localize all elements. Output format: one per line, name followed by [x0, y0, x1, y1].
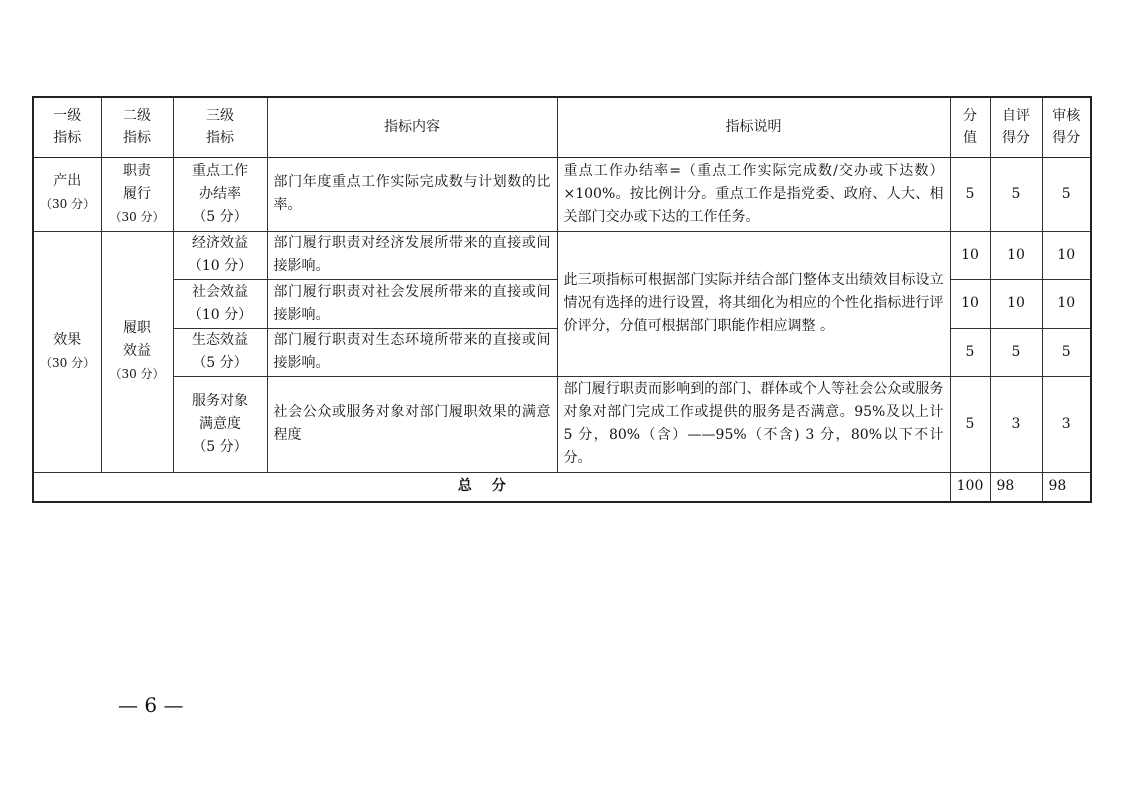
audit-score-cell: 10: [1042, 279, 1091, 328]
total-self-score: 98: [990, 472, 1042, 502]
total-row: [33, 472, 1091, 502]
content-cell: 社会公众或服务对象对部门履职效果的满意程度: [267, 376, 557, 472]
level3-key-work: 重点工作 办结率 （5 分）: [173, 157, 267, 231]
content-cell: 部门履行职责对社会发展所带来的直接或间接影响。: [267, 279, 557, 328]
score-cell: 5: [950, 157, 990, 231]
score-cell: 10: [950, 279, 990, 328]
audit-score-cell: 5: [1042, 157, 1091, 231]
header-self-score: 自评 得分: [990, 97, 1042, 157]
level2-duty: 职责 履行 （30 分）: [101, 157, 173, 231]
total-audit-score: 98: [1042, 472, 1091, 502]
self-score-cell: 10: [990, 231, 1042, 279]
level2-benefit: 履职 效益 （30 分）: [101, 231, 173, 472]
self-score-cell: 5: [990, 157, 1042, 231]
level3-ecological: 生态效益 （5 分）: [173, 328, 267, 376]
level3-satisfaction: 服务对象 满意度 （5 分）: [173, 376, 267, 472]
self-score-cell: 10: [990, 279, 1042, 328]
level3-social: 社会效益 （10 分）: [173, 279, 267, 328]
level3-economic: 经济效益 （10 分）: [173, 231, 267, 279]
self-score-cell: 5: [990, 328, 1042, 376]
table-row: [33, 157, 1091, 231]
explain-cell: 重点工作办结率=（重点工作实际完成数/交办或下达数）×100%。按比例计分。重点工作是指党委、政府、人大、相关部门交办或下达的工作任务。: [557, 157, 950, 231]
table-row: [33, 376, 1091, 472]
audit-score-cell: 5: [1042, 328, 1091, 376]
score-cell: 5: [950, 376, 990, 472]
score-cell: 5: [950, 328, 990, 376]
audit-score-cell: 10: [1042, 231, 1091, 279]
level1-effect: 效果 （30 分）: [33, 231, 101, 472]
explain-cell-shared: 此三项指标可根据部门实际并结合部门整体支出绩效目标设立情况有选择的进行设置，将其细化为相应的个性化指标进行评价评分，分值可根据部门职能作相应调整 。: [557, 231, 950, 376]
header-level3: 三级 指标: [173, 97, 267, 157]
total-score: 100: [950, 472, 990, 502]
content-cell: 部门履行职责对经济发展所带来的直接或间接影响。: [267, 231, 557, 279]
explain-cell: 部门履行职责而影响到的部门、群体或个人等社会公众或服务对象对部门完成工作或提供的服务是否满意。95%及以上计 5 分，80%（含）——95%（不含) 3 分，80%以下不计分。: [557, 376, 950, 472]
audit-score-cell: 3: [1042, 376, 1091, 472]
header-content: 指标内容: [267, 97, 557, 157]
level1-output: 产出 （30 分）: [33, 157, 101, 231]
header-level1: 一级 指标: [33, 97, 101, 157]
header-audit-score: 审核 得分: [1042, 97, 1091, 157]
header-explain: 指标说明: [557, 97, 950, 157]
total-label: 总分: [33, 472, 950, 502]
table-row: [33, 231, 1091, 279]
content-cell: 部门年度重点工作实际完成数与计划数的比率。: [267, 157, 557, 231]
header-level2: 二级 指标: [101, 97, 173, 157]
self-score-cell: 3: [990, 376, 1042, 472]
header-score: 分 值: [950, 97, 990, 157]
score-cell: 10: [950, 231, 990, 279]
page-number: — 6 —: [118, 693, 184, 717]
table-header-row: [33, 97, 1091, 157]
content-cell: 部门履行职责对生态环境所带来的直接或间接影响。: [267, 328, 557, 376]
performance-indicator-table: [32, 96, 1092, 503]
